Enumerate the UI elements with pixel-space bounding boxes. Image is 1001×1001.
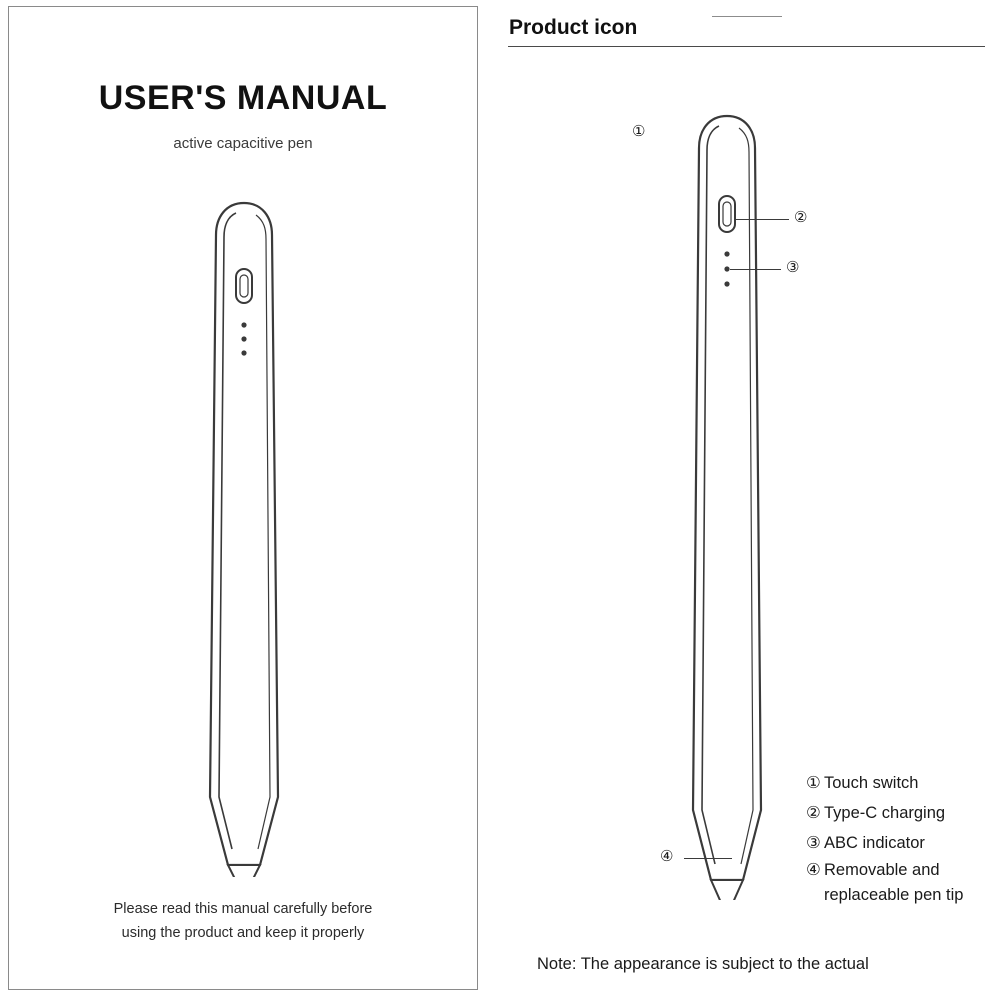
product-icon-panel [492,0,1001,1001]
pen-illustration-left [184,197,304,877]
leader-line-2 [734,219,789,220]
legend-number-2: ② [806,804,821,822]
legend-label-4-cont: replaceable pen tip [824,886,964,904]
appearance-note: Note: The appearance is subject to the actual [537,955,869,973]
callout-1: ① [632,123,646,140]
legend-label-2: Type-C charging [824,804,946,822]
legend-number-3: ③ [806,834,821,852]
legend-label-1: Touch switch [824,774,919,792]
callout-2: ② [794,209,808,226]
legend-list [806,768,996,908]
heading-underline [508,46,985,47]
legend-number-1: ① [806,774,821,792]
list-item [806,858,996,908]
section-heading: Product icon [509,16,638,39]
footer-line-2: using the product and keep it properly [121,925,365,941]
page-title: USER'S MANUAL [98,79,388,117]
list-item [806,798,996,828]
legend-label-3: ABC indicator [824,834,925,852]
cover-footer [9,897,477,945]
page-subtitle: active capacitive pen [173,135,313,152]
cover-panel [8,6,478,990]
list-item [806,768,996,798]
callout-3: ③ [786,259,800,276]
leader-line-4 [684,858,732,859]
list-item [806,828,996,858]
heading-dash [712,16,782,17]
pen-illustration-right [667,110,787,900]
legend-number-4: ④ [806,861,821,879]
legend-label-4: Removable and [824,861,940,879]
leader-line-3 [730,269,781,270]
footer-line-1: Please read this manual carefully before [113,901,373,917]
callout-4: ④ [660,848,674,865]
